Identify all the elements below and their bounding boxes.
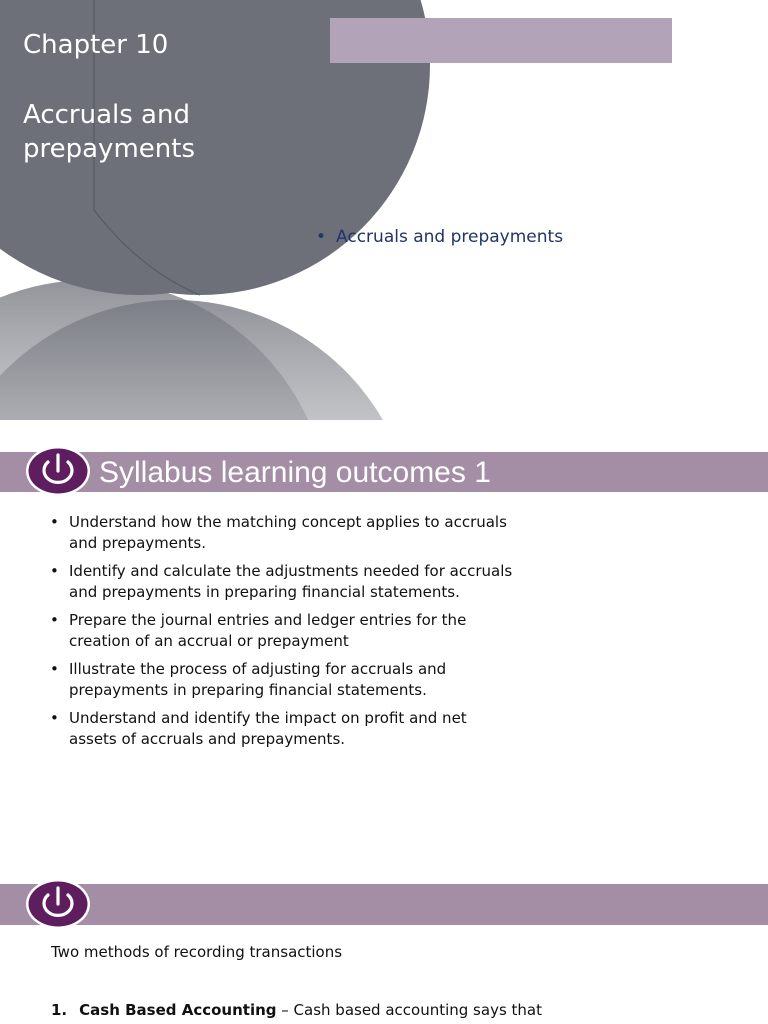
methods-intro: Two methods of recording transactions bbox=[51, 943, 343, 961]
bullet-glyph: • bbox=[50, 513, 59, 531]
list-item-line: assets of accruals and prepayments. bbox=[69, 730, 346, 748]
bullet-glyph: • bbox=[50, 709, 59, 727]
method-name: Cash Based Accounting bbox=[79, 1001, 277, 1019]
list-item-line: prepayments in preparing financial statements. bbox=[69, 681, 427, 699]
list-item-line: Illustrate the process of adjusting for accruals and bbox=[69, 660, 447, 678]
list-item bbox=[48, 708, 538, 750]
syllabus-title: Syllabus learning outcomes 1 bbox=[99, 456, 491, 489]
list-item-line: Understand how the matching concept applies to accruals bbox=[69, 513, 507, 531]
power-icon bbox=[26, 879, 90, 929]
list-item bbox=[48, 659, 538, 701]
title-slide bbox=[0, 0, 768, 420]
chapter-title-line-2: prepayments bbox=[23, 134, 195, 164]
power-icon bbox=[26, 446, 90, 496]
chapter-title-line-1: Accruals and bbox=[23, 100, 190, 130]
method-item bbox=[51, 999, 542, 1021]
methods-header-band bbox=[0, 884, 768, 925]
bullet-glyph: • bbox=[50, 660, 59, 678]
bullet-glyph: • bbox=[50, 562, 59, 580]
learning-outcomes-list bbox=[48, 512, 538, 757]
topic-bullet-text: Accruals and prepayments bbox=[336, 227, 564, 247]
chapter-number: Chapter 10 bbox=[23, 30, 169, 60]
topic-bullet bbox=[316, 224, 563, 250]
method-number: 1. bbox=[51, 1001, 68, 1019]
bullet-glyph: • bbox=[50, 611, 59, 629]
title-accent-bar bbox=[330, 18, 672, 63]
list-item bbox=[48, 561, 538, 603]
list-item bbox=[48, 610, 538, 652]
list-item bbox=[48, 512, 538, 554]
list-item-line: and prepayments. bbox=[69, 534, 206, 552]
list-item-line: Prepare the journal entries and ledger entries for the bbox=[69, 611, 467, 629]
decorative-circles bbox=[0, 0, 768, 420]
list-item-line: Identify and calculate the adjustments needed for accruals bbox=[69, 562, 513, 580]
chapter-title bbox=[23, 98, 283, 166]
list-item-line: and prepayments in preparing financial statements. bbox=[69, 583, 460, 601]
method-description: – Cash based accounting says that bbox=[276, 1001, 542, 1019]
list-item-line: Understand and identify the impact on profit and net bbox=[69, 709, 467, 727]
list-item-line: creation of an accrual or prepayment bbox=[69, 632, 349, 650]
bullet-glyph: • bbox=[316, 227, 327, 247]
